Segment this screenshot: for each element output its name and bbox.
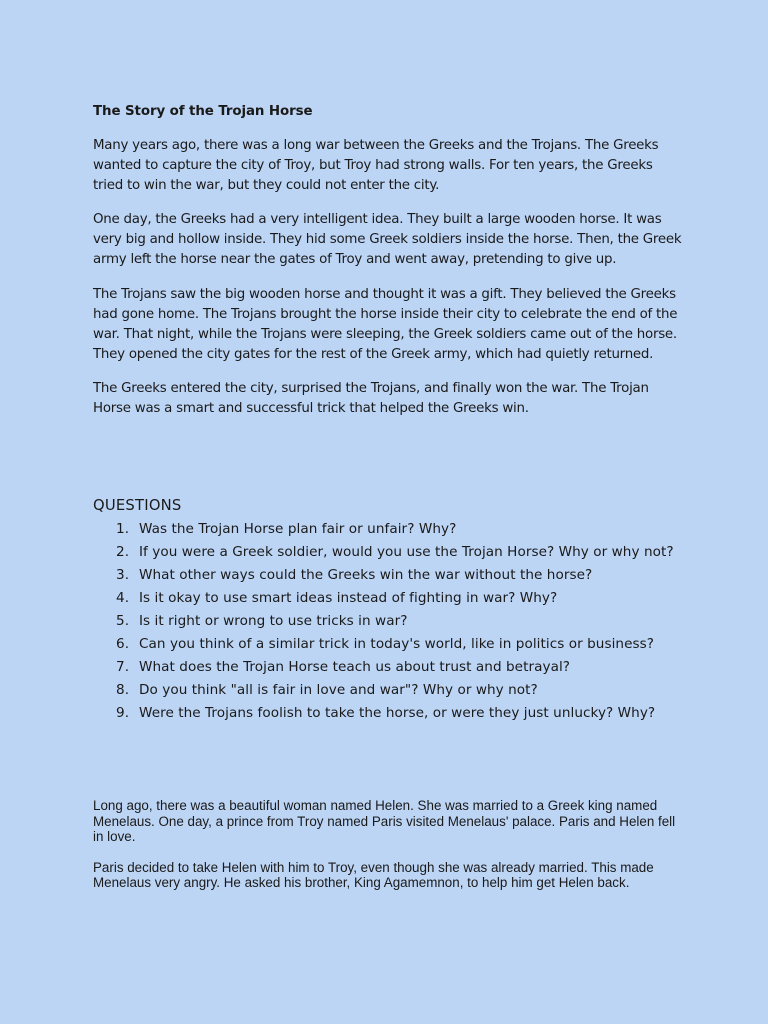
story-paragraph: One day, the Greeks had a very intelligent idea. They built a large wooden horse. It was very big and hollow inside. They hid some Greek soldiers inside the horse. Then, the Greek army left the horse near the gates of Troy and went away, pretending to give up. bbox=[93, 212, 682, 268]
question-item bbox=[93, 518, 683, 541]
questions-section bbox=[93, 496, 683, 725]
question-number: 1. bbox=[116, 521, 130, 537]
question-number: 4. bbox=[116, 590, 130, 606]
question-number: 9. bbox=[116, 705, 130, 721]
question-number: 7. bbox=[116, 659, 130, 675]
question-text: Can you think of a similar trick in today's world, like in politics or business? bbox=[139, 636, 655, 652]
question-item bbox=[93, 656, 683, 679]
question-item bbox=[93, 702, 683, 725]
helen-paragraph: Paris decided to take Helen with him to Troy, even though she was already married. This made Menelaus very angry. He asked his brother, King Agamemnon, to help him get Helen back. bbox=[93, 859, 654, 891]
helen-paragraph: Long ago, there was a beautiful woman named Helen. She was married to a Greek king named Menelaus. One day, a prince from Troy named Paris visited Menelaus' palace. Paris and Helen fell in love. bbox=[93, 798, 676, 845]
helen-story bbox=[93, 798, 683, 906]
question-number: 5. bbox=[116, 613, 130, 629]
question-number: 3. bbox=[116, 567, 130, 583]
question-text: Is it okay to use smart ideas instead of fighting in war? Why? bbox=[139, 590, 558, 606]
questions-heading: QUESTIONS bbox=[93, 497, 182, 514]
story-paragraph: Many years ago, there was a long war between the Greeks and the Trojans. The Greeks wanted to capture the city of Troy, but Troy had strong walls. For ten years, the Greeks tried to win the war, but they could not enter the city. bbox=[93, 138, 659, 194]
question-item bbox=[93, 564, 683, 587]
question-text: If you were a Greek soldier, would you use the Trojan Horse? Why or why not? bbox=[139, 544, 674, 560]
story-paragraph: The Trojans saw the big wooden horse and thought it was a gift. They believed the Greeks had gone home. The Trojans brought the horse inside their city to celebrate the end of the war. That night, while the Trojans were sleeping, the Greek soldiers came out of the horse. They opened the city gates for the rest of the Greek army, which had quietly returned. bbox=[93, 286, 678, 362]
story-body bbox=[93, 136, 683, 433]
question-number: 8. bbox=[116, 682, 130, 698]
question-number: 6. bbox=[116, 636, 130, 652]
questions-list bbox=[93, 518, 683, 725]
question-text: What other ways could the Greeks win the war without the horse? bbox=[139, 567, 593, 583]
question-item bbox=[93, 633, 683, 656]
question-text: Do you think "all is fair in love and war"? Why or why not? bbox=[139, 682, 538, 698]
story-title: The Story of the Trojan Horse bbox=[93, 104, 313, 119]
story-paragraph: The Greeks entered the city, surprised the Trojans, and finally won the war. The Trojan Horse was a smart and successful trick that helped the Greeks win. bbox=[93, 380, 649, 417]
question-text: What does the Trojan Horse teach us about trust and betrayal? bbox=[139, 659, 571, 675]
question-number: 2. bbox=[116, 544, 130, 560]
question-text: Is it right or wrong to use tricks in war? bbox=[139, 613, 408, 629]
question-item bbox=[93, 610, 683, 633]
question-text: Was the Trojan Horse plan fair or unfair? Why? bbox=[139, 521, 457, 537]
question-item bbox=[93, 679, 683, 702]
question-item bbox=[93, 587, 683, 610]
question-text: Were the Trojans foolish to take the horse, or were they just unlucky? Why? bbox=[139, 705, 656, 721]
question-item bbox=[93, 541, 683, 564]
